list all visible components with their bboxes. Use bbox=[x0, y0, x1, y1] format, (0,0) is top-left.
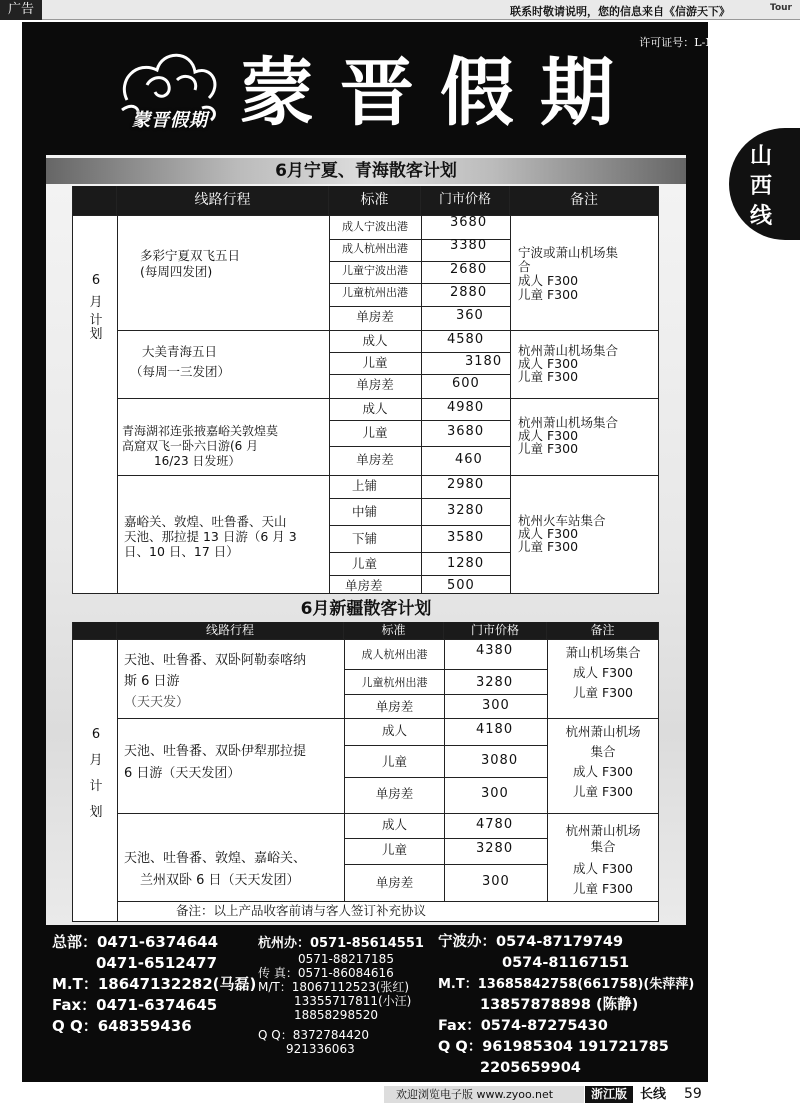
logo-text: 蒙晋假期 bbox=[132, 110, 208, 131]
s2-subrow-line bbox=[344, 838, 547, 839]
s1-col-line bbox=[117, 216, 118, 594]
s2-r3-price: 3280 bbox=[476, 841, 514, 856]
s2-header-route: 线路行程 bbox=[117, 622, 344, 640]
s1-r4-price: 3280 bbox=[447, 503, 485, 518]
route-note-line: 杭州萧山机场 bbox=[565, 724, 641, 739]
s2-header-corner bbox=[72, 622, 117, 640]
s2-r3-std: 儿童 bbox=[381, 842, 407, 857]
s2-subrow-line bbox=[344, 669, 547, 670]
route-note-line: 成人 F300 bbox=[572, 665, 634, 680]
s1-r2-price: 600 bbox=[452, 376, 480, 391]
s2-month-label bbox=[82, 722, 110, 826]
route-note-line: 儿童 F300 bbox=[572, 784, 634, 799]
route-note-line: 成人 F300 bbox=[572, 764, 634, 779]
s2-subrow-line bbox=[344, 745, 547, 746]
hangzhou-contacts bbox=[258, 952, 411, 1056]
s1-route2-name bbox=[130, 342, 325, 382]
s1-r1-std: 儿童宁波出港 bbox=[342, 264, 408, 277]
browse-note: 欢迎浏览电子版 www.zyoo.net bbox=[384, 1086, 584, 1103]
s2-route1-note bbox=[548, 643, 658, 703]
s1-row-line bbox=[117, 330, 659, 331]
route-name-line: 嘉峪关、敦煌、吐鲁番、天山 bbox=[124, 514, 287, 529]
s1-r4-std: 单房差 bbox=[345, 578, 383, 593]
section1-title: 6月宁夏、青海散客计划 bbox=[46, 158, 686, 184]
brand-title: 蒙晋假期 bbox=[240, 50, 640, 136]
s1-subrow-line bbox=[329, 575, 510, 576]
route-name-line: 兰州双卧 6 日（天天发团） bbox=[140, 873, 300, 888]
s1-header-price: 门市价格 bbox=[421, 186, 510, 216]
section-label: 长线 bbox=[640, 1087, 667, 1102]
s1-r1-std: 成人杭州出港 bbox=[342, 242, 408, 255]
s2-route3-name bbox=[124, 848, 344, 892]
route-name-line: 天池、吐鲁番、敦煌、嘉峪关、 bbox=[124, 851, 307, 866]
s2-r1-price: 3280 bbox=[476, 675, 514, 690]
s1-header-corner bbox=[72, 186, 117, 216]
hangzhou-title: 杭州办：0571-85614551 bbox=[258, 936, 424, 951]
s1-route3-name bbox=[122, 424, 327, 469]
s1-row-line bbox=[117, 398, 659, 399]
route-name-line: 高窟双飞一卧六日游(6 月 bbox=[122, 439, 259, 453]
route-note-line: 儿童 F300 bbox=[518, 287, 579, 302]
s1-route3-note bbox=[518, 416, 656, 455]
route-note-line: 杭州萧山机场集合 bbox=[518, 415, 619, 430]
s2-col-line bbox=[117, 640, 118, 922]
s1-r2-std: 单房差 bbox=[356, 377, 394, 392]
region-badge: 浙江版 bbox=[585, 1086, 633, 1103]
hz-mobile-2: 13355717811(小汪) bbox=[294, 994, 412, 1008]
s2-r3-std: 单房差 bbox=[375, 875, 414, 890]
s2-r3-price: 300 bbox=[482, 874, 510, 889]
hz-mobile: M/T：18067112523(张红) bbox=[258, 980, 410, 994]
s2-subrow-line bbox=[344, 864, 547, 865]
s1-r1-price: 2880 bbox=[450, 285, 488, 300]
route-note-line: 萧山机场集合 bbox=[565, 645, 641, 660]
route-note-line: 宁波或萧山机场集 bbox=[518, 245, 619, 260]
route-note-line: 儿童 F300 bbox=[572, 881, 634, 896]
s2-subrow-line bbox=[344, 694, 547, 695]
s2-header-price: 门市价格 bbox=[444, 622, 547, 640]
s1-border-left bbox=[72, 186, 73, 594]
route-note-line: 杭州萧山机场 bbox=[565, 823, 641, 838]
nb-qq: Q Q：961985304 191721785 bbox=[438, 1039, 669, 1055]
s2-row-line bbox=[117, 813, 659, 814]
s1-r4-std: 上铺 bbox=[352, 478, 378, 493]
route-note-line: 儿童 F300 bbox=[518, 539, 579, 554]
s1-r1-std: 单房差 bbox=[356, 309, 394, 324]
s1-r4-std: 中铺 bbox=[352, 504, 378, 519]
hz-qq-2: 921336063 bbox=[286, 1042, 355, 1056]
nb-phone-2: 0574-81167151 bbox=[502, 955, 630, 971]
nb-qq-2: 2205659904 bbox=[480, 1060, 581, 1076]
s1-r3-std: 儿童 bbox=[362, 425, 388, 440]
s2-r2-price: 4180 bbox=[476, 722, 514, 737]
hq-contacts bbox=[52, 932, 256, 1037]
s1-route2-note bbox=[518, 344, 656, 383]
hz-qq: Q Q：8372784420 bbox=[258, 1028, 370, 1042]
s2-border-bottom bbox=[72, 921, 659, 922]
s1-r2-price: 4580 bbox=[447, 332, 485, 347]
s1-subrow-line bbox=[329, 446, 510, 447]
hz-mobile-3: 18858298520 bbox=[294, 1008, 378, 1022]
s2-row-line bbox=[117, 718, 659, 719]
route-note-line: 集合 bbox=[590, 744, 616, 759]
hq-qq: Q Q：648359436 bbox=[52, 1017, 192, 1035]
side-tab-label: 山西线 bbox=[749, 144, 772, 229]
s1-r4-std: 下铺 bbox=[352, 531, 378, 546]
nb-phone: 宁波办：0574-87179749 bbox=[438, 934, 624, 950]
s2-r1-price: 300 bbox=[482, 698, 510, 713]
s2-month-char: 6 bbox=[91, 727, 101, 742]
s1-subrow-line bbox=[329, 374, 510, 375]
s1-subrow-line bbox=[329, 283, 510, 284]
s1-r4-price: 1280 bbox=[447, 556, 485, 571]
route-note-line: 儿童 F300 bbox=[572, 685, 634, 700]
hq-fax: Fax：0471-6374645 bbox=[52, 996, 218, 1014]
s2-month-char: 计 bbox=[89, 779, 103, 794]
s2-r3-price: 4780 bbox=[476, 817, 514, 832]
s2-route3-note bbox=[548, 823, 658, 897]
page-number: 59 bbox=[684, 1086, 702, 1102]
s2-route2-note bbox=[548, 722, 658, 802]
s1-route1-note bbox=[518, 246, 656, 302]
route-note-line: 成人 F300 bbox=[572, 861, 634, 876]
nb-mobile-2: 13857878898 (陈静) bbox=[480, 997, 639, 1013]
s1-r1-std: 儿童杭州出港 bbox=[342, 286, 408, 299]
s1-month-char: 计 bbox=[89, 313, 103, 328]
s2-r1-std: 单房差 bbox=[375, 699, 414, 714]
route-name-line: 天池、那拉提 13 日游（6 月 3 bbox=[124, 529, 297, 544]
s1-r3-price: 4980 bbox=[447, 400, 485, 415]
s2-r1-price: 4380 bbox=[476, 643, 514, 658]
route-note-line: 杭州萧山机场集合 bbox=[518, 343, 619, 358]
route-name-line: 多彩宁夏双飞五日 bbox=[140, 248, 241, 263]
route-name-line: （每周一三发团） bbox=[130, 364, 231, 379]
s2-r2-std: 单房差 bbox=[375, 786, 414, 801]
s2-r3-std: 成人 bbox=[381, 817, 407, 832]
route-note-line: 集合 bbox=[590, 839, 616, 854]
s1-month-char: 划 bbox=[89, 327, 103, 342]
s1-header-note: 备注 bbox=[510, 186, 659, 216]
ad-tag: 广告 bbox=[0, 0, 42, 20]
nb-fax: Fax：0574-87275430 bbox=[438, 1018, 608, 1034]
s1-border-right bbox=[658, 186, 659, 594]
s1-r1-price: 360 bbox=[456, 308, 484, 323]
s1-month-char: 月 bbox=[89, 295, 103, 310]
s2-border-left bbox=[72, 622, 73, 922]
s2-col-line bbox=[444, 640, 445, 902]
s2-r2-std: 儿童 bbox=[381, 754, 407, 769]
s2-header-note: 备注 bbox=[547, 622, 659, 640]
route-name-line: （天天发） bbox=[124, 695, 190, 710]
s1-subrow-line bbox=[329, 306, 510, 307]
s1-r1-price: 3680 bbox=[450, 215, 488, 230]
hq-phone: 总部：0471-6374644 bbox=[52, 933, 219, 951]
ningbo-contacts bbox=[438, 932, 694, 1079]
route-name-line: 斯 6 日游 bbox=[124, 674, 180, 689]
route-name-line: 6 日游（天天发团） bbox=[124, 766, 241, 781]
route-note-line: 成人 F300 bbox=[518, 428, 579, 443]
s1-r1-std: 成人宁波出港 bbox=[342, 220, 408, 233]
s2-month-char: 划 bbox=[89, 805, 103, 820]
s1-subrow-line bbox=[329, 525, 510, 526]
s1-route4-note bbox=[518, 514, 656, 553]
s1-subrow-line bbox=[329, 498, 510, 499]
s1-route4-name bbox=[124, 514, 329, 559]
s2-route2-name bbox=[124, 741, 344, 785]
hq-phone-2: 0471-6512477 bbox=[96, 954, 218, 972]
s1-row-line bbox=[117, 475, 659, 476]
magazine-logo: Tour bbox=[770, 3, 792, 13]
s1-r2-std: 儿童 bbox=[362, 355, 388, 370]
route-name-line: 青海湖祁连张掖嘉峪关敦煌莫 bbox=[122, 424, 279, 438]
s1-subrow-line bbox=[329, 352, 510, 353]
s1-header-standard: 标准 bbox=[329, 186, 421, 216]
route-name-line: 日、10 日、17 日） bbox=[124, 544, 239, 559]
route-note-line: 杭州火车站集合 bbox=[518, 513, 606, 528]
s2-border-right bbox=[658, 622, 659, 922]
s2-r2-price: 300 bbox=[481, 786, 509, 801]
s1-r2-std: 成人 bbox=[362, 333, 388, 348]
license-number: 许可证号：L-NMG00965 bbox=[639, 36, 770, 49]
s2-r2-price: 3080 bbox=[481, 753, 519, 768]
s1-r3-std: 单房差 bbox=[356, 452, 394, 467]
s2-subrow-line bbox=[344, 777, 547, 778]
s2-r2-std: 成人 bbox=[381, 723, 407, 738]
route-note-line: 成人 F300 bbox=[518, 356, 579, 371]
s1-subrow-line bbox=[329, 552, 510, 553]
route-name-line: (每周四发团) bbox=[140, 264, 213, 279]
route-note-line: 成人 F300 bbox=[518, 273, 579, 288]
s1-header-route: 线路行程 bbox=[117, 186, 329, 216]
route-note-line: 成人 F300 bbox=[518, 526, 579, 541]
s1-r3-price: 460 bbox=[455, 452, 483, 467]
s2-r1-std: 儿童杭州出港 bbox=[361, 676, 428, 689]
route-name-line: 天池、吐鲁番、双卧阿勒泰喀纳 bbox=[124, 653, 307, 668]
s1-r3-std: 成人 bbox=[362, 401, 388, 416]
s1-r4-price: 500 bbox=[447, 578, 475, 593]
hq-mobile: M.T：18647132282(马磊) bbox=[52, 975, 257, 993]
nb-mobile: M.T：13685842758(661758)(朱萍萍) bbox=[438, 977, 695, 992]
hz-phone-2: 0571-88217185 bbox=[298, 952, 394, 966]
s1-col-line bbox=[510, 216, 511, 594]
route-note-line: 儿童 F300 bbox=[518, 369, 579, 384]
s1-r4-std: 儿童 bbox=[352, 556, 378, 571]
s1-r3-price: 3680 bbox=[447, 424, 485, 439]
s1-r1-price: 2680 bbox=[450, 262, 488, 277]
s1-route1-name bbox=[140, 248, 330, 280]
s2-route1-name bbox=[124, 650, 344, 713]
s2-remark: 备注：以上产品收客前请与客人签订补充协议 bbox=[176, 903, 427, 918]
cloud-logo-icon bbox=[107, 40, 227, 150]
route-name-line: 16/23 日发班） bbox=[154, 454, 241, 468]
s2-month-char: 月 bbox=[89, 753, 103, 768]
route-note-line: 儿童 F300 bbox=[518, 441, 579, 456]
s1-r2-price: 3180 bbox=[465, 354, 503, 369]
s1-subrow-line bbox=[329, 420, 510, 421]
s2-r1-std: 成人杭州出港 bbox=[361, 648, 428, 661]
s1-month-label bbox=[82, 270, 110, 342]
route-name-line: 大美青海五日 bbox=[142, 344, 218, 359]
section2-title: 6月新疆散客计划 bbox=[300, 599, 432, 619]
s1-r4-price: 3580 bbox=[447, 530, 485, 545]
s1-month-char: 6 bbox=[91, 273, 101, 288]
s2-row-line bbox=[117, 901, 659, 902]
source-note: 联系时敬请说明，您的信息来自《信游天下》 bbox=[510, 5, 730, 18]
s2-header-standard: 标准 bbox=[344, 622, 444, 640]
route-name-line: 天池、吐鲁番、双卧伊犁那拉提 bbox=[124, 744, 307, 759]
s1-r4-price: 2980 bbox=[447, 477, 485, 492]
route-note-line: 合 bbox=[518, 259, 531, 274]
hz-fax: 传 真：0571-86084616 bbox=[258, 966, 394, 980]
s1-r1-price: 3380 bbox=[450, 238, 488, 253]
s1-col-line bbox=[421, 216, 422, 594]
